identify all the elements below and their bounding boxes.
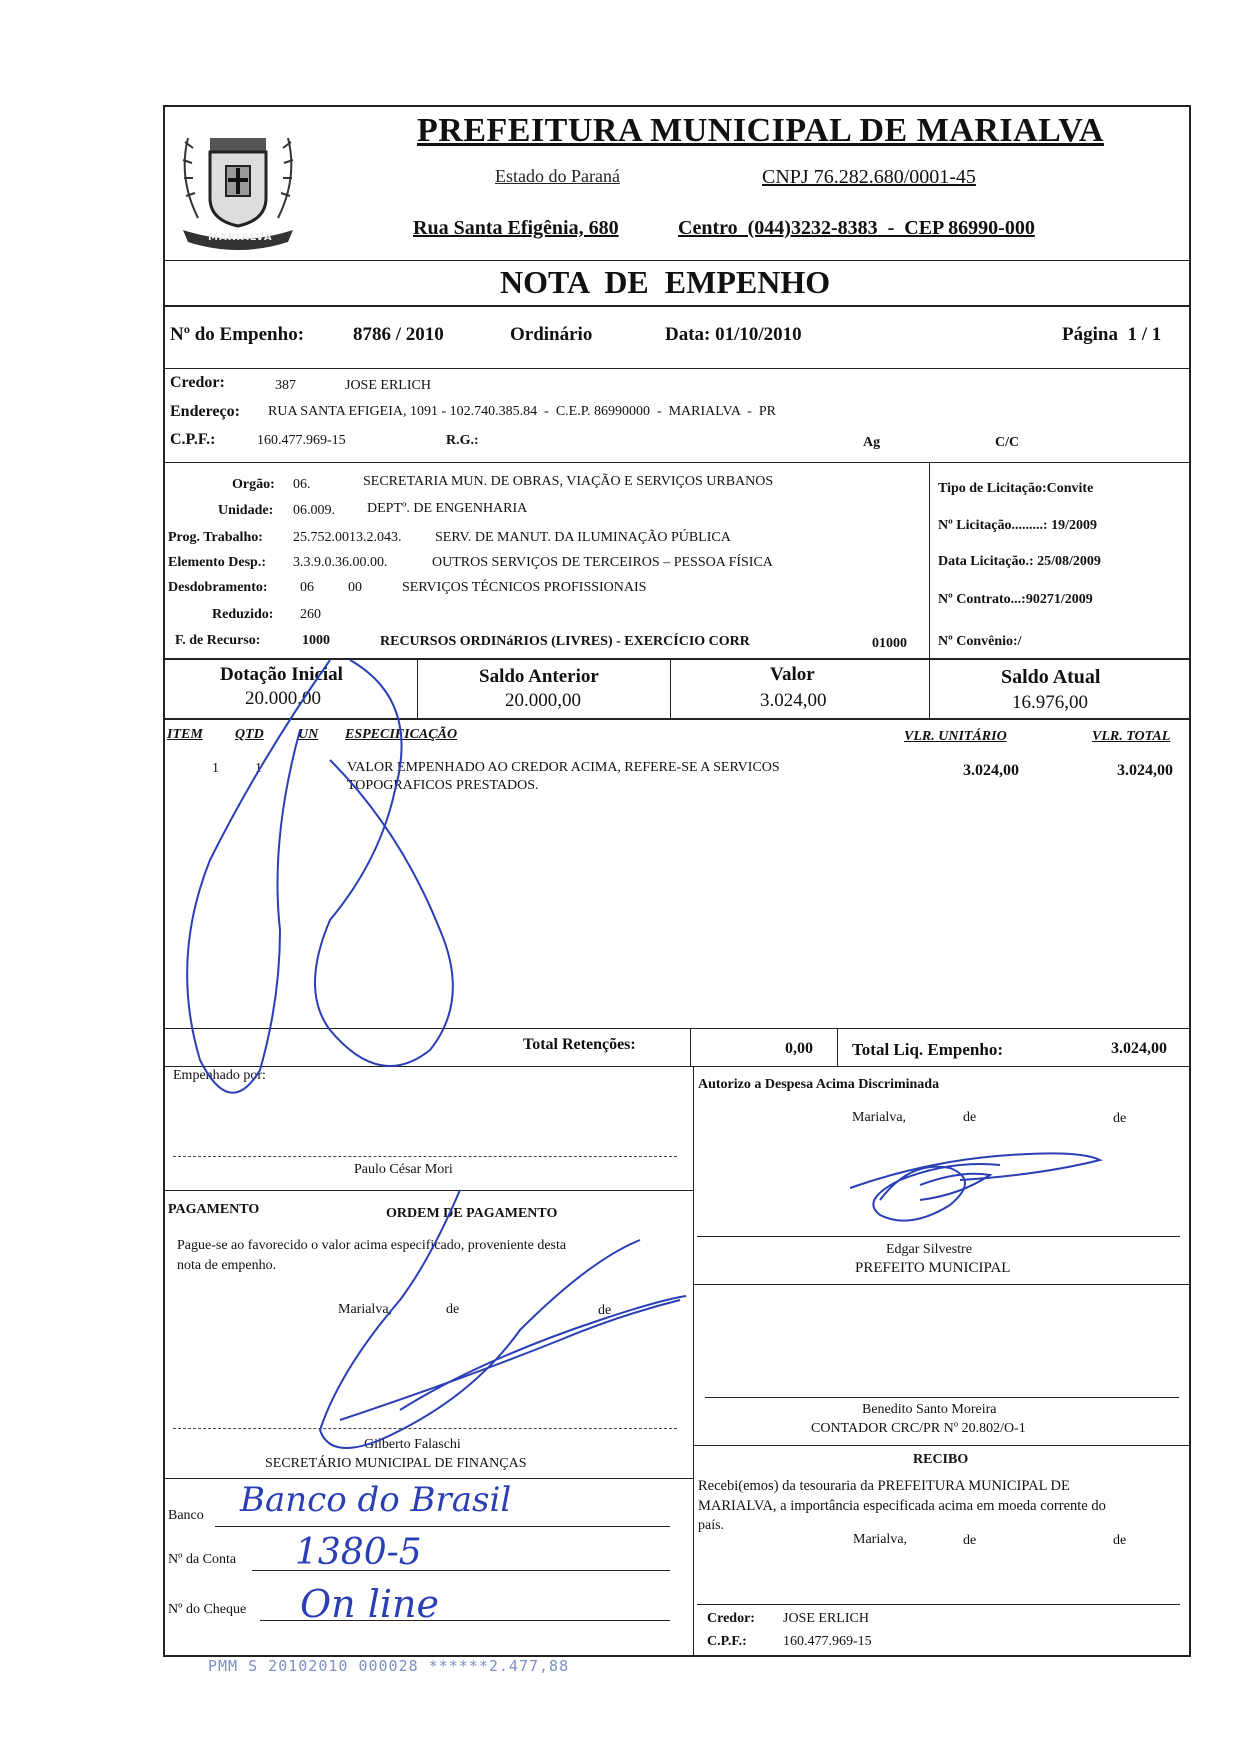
logo-ribbon-text: MARIALVA <box>208 232 273 243</box>
contador-name: Benedito Santo Moreira <box>862 1402 997 1417</box>
saldo-atual-value: 16.976,00 <box>1012 692 1088 713</box>
valor-value: 3.024,00 <box>760 690 827 711</box>
credor-address-label: Endereço: <box>170 403 240 420</box>
orgao-label: Orgão: <box>232 477 275 492</box>
dotacao-value: 20.000,00 <box>245 688 321 709</box>
pagamento-label: PAGAMENTO <box>168 1202 260 1217</box>
item-number: 1 <box>212 761 219 776</box>
recibo-title: RECIBO <box>913 1452 969 1467</box>
banco-label: Banco <box>168 1508 204 1523</box>
empenhado-por-name: Paulo César Mori <box>354 1162 453 1177</box>
recibo-line2: MARIALVA, a importância especificada acima em moeda corrente do <box>698 1498 1106 1514</box>
empenhado-por-label: Empenhado por: <box>173 1068 266 1083</box>
col-vlr-unitario: VLR. UNITÁRIO <box>904 729 1007 744</box>
prefeito-title: PREFEITO MUNICIPAL <box>855 1260 1011 1276</box>
recurso-code: 1000 <box>302 633 330 648</box>
recibo-de1: de <box>963 1533 977 1548</box>
saldo-anterior-value: 20.000,00 <box>505 690 581 711</box>
page-number: Página 1 / 1 <box>1062 324 1162 345</box>
secretario-title: SECRETÁRIO MUNICIPAL DE FINANÇAS <box>265 1456 527 1471</box>
header-address: Rua Santa Efigênia, 680 <box>413 217 619 239</box>
recibo-cpf: 160.477.969-15 <box>783 1634 872 1649</box>
col-un: UN <box>298 727 319 742</box>
desdobramento-b: 00 <box>348 580 362 595</box>
cashier-stamp: PMM S 20102010 000028 ******2.477,88 <box>208 1657 570 1675</box>
ordem-pagamento-label: ORDEM DE PAGAMENTO <box>386 1206 558 1221</box>
recurso-name: RECURSOS ORDINáRIOS (LIVRES) - EXERCÍCIO CORR <box>380 634 750 649</box>
recibo-credor-name: JOSE ERLICH <box>783 1611 869 1626</box>
col-qtd: QTD <box>235 727 264 742</box>
ordem-marialva: Marialva, <box>338 1302 393 1317</box>
conta-handwritten: 1380-5 <box>295 1532 422 1573</box>
licitacao-contrato: Nº Contrato...:90271/2009 <box>938 592 1093 607</box>
conta-label: Nº da Conta <box>168 1552 237 1567</box>
credor-code: 387 <box>275 378 296 393</box>
item-vlr-total: 3.024,00 <box>1117 762 1173 779</box>
desdobramento-label: Desdobramento: <box>168 580 268 595</box>
saldo-atual-label: Saldo Atual <box>1001 666 1101 688</box>
credor-cpf-label: C.P.F.: <box>170 431 216 448</box>
recibo-line1: Recebi(emos) da tesouraria da PREFEITURA MUNICIPAL DE <box>698 1478 1070 1494</box>
empenho-label: Nº do Empenho: <box>170 324 305 345</box>
prog-name: SERV. DE MANUT. DA ILUMINAÇÃO PÚBLICA <box>435 530 731 545</box>
recibo-cpf-label: C.P.F.: <box>707 1634 747 1649</box>
credor-name: JOSE ERLICH <box>345 378 431 393</box>
licitacao-numero: Nº Licitação.........: 19/2009 <box>938 518 1097 533</box>
contador-title: CONTADOR CRC/PR Nº 20.802/O-1 <box>811 1421 1026 1436</box>
licitacao-convenio: Nº Convênio:/ <box>938 634 1022 649</box>
page-title: PREFEITURA MUNICIPAL DE MARIALVA <box>417 112 1104 149</box>
licitacao-data: Data Licitação.: 25/08/2009 <box>938 554 1101 569</box>
empenho-type: Ordinário <box>510 324 593 345</box>
elemento-name: OUTROS SERVIÇOS DE TERCEIROS – PESSOA FÍSICA <box>432 555 773 570</box>
desdobramento-a: 06 <box>300 580 314 595</box>
elemento-code: 3.3.9.0.36.00.00. <box>293 555 388 570</box>
credor-label: Credor: <box>170 374 225 391</box>
credor-rg-label: R.G.: <box>446 433 479 448</box>
recibo-line3: país. <box>698 1518 725 1533</box>
col-especificacao: ESPECIFICAÇÃO <box>345 727 458 742</box>
item-vlr-unitario: 3.024,00 <box>963 762 1019 779</box>
cheque-label: Nº do Cheque <box>168 1602 247 1617</box>
banco-handwritten: Banco do Brasil <box>240 1480 512 1520</box>
coat-of-arms-logo <box>168 108 308 258</box>
header-address-contact: Centro (044)3232-8383 - CEP 86990-000 <box>678 217 1035 239</box>
empenho-date: Data: 01/10/2010 <box>665 324 802 345</box>
header-state: Estado do Paraná <box>495 166 620 186</box>
empenho-number: 8786 / 2010 <box>353 324 444 345</box>
autorizo-de2: de <box>1113 1111 1127 1126</box>
prog-label: Prog. Trabalho: <box>168 530 263 545</box>
autorizo-marialva: Marialva, <box>852 1110 907 1125</box>
item-qtd: 1 <box>255 761 262 776</box>
recibo-marialva: Marialva, <box>853 1532 908 1547</box>
item-especificacao-line2: TOPOGRAFICOS PRESTADOS. <box>347 778 539 793</box>
unidade-label: Unidade: <box>218 503 274 518</box>
credor-ag-label: Ag <box>863 435 881 450</box>
document-title: NOTA DE EMPENHO <box>500 264 831 300</box>
dotacao-label: Dotação Inicial <box>220 664 343 685</box>
autorizo-label: Autorizo a Despesa Acima Discriminada <box>698 1077 940 1092</box>
item-especificacao-line1: VALOR EMPENHADO AO CREDOR ACIMA, REFERE-SE A SERVICOS <box>347 760 780 775</box>
pague-se-line2: nota de empenho. <box>177 1258 277 1273</box>
recurso-label: F. de Recurso: <box>175 633 261 648</box>
credor-address: RUA SANTA EFIGEIA, 1091 - 102.740.385.84 - C.E.P. 86990000 - MARIALVA - PR <box>268 404 776 419</box>
unidade-name: DEPTº. DE ENGENHARIA <box>367 501 528 516</box>
col-item: ITEM <box>167 727 203 742</box>
total-retencoes-label: Total Retenções: <box>523 1036 636 1053</box>
unidade-code: 06.009. <box>293 503 335 518</box>
orgao-code: 06. <box>293 477 311 492</box>
header-cnpj: CNPJ 76.282.680/0001-45 <box>762 166 976 188</box>
elemento-label: Elemento Desp.: <box>168 555 266 570</box>
licitacao-tipo: Tipo de Licitação:Convite <box>938 481 1094 496</box>
orgao-name: SECRETARIA MUN. DE OBRAS, VIAÇÃO E SERVIÇOS URBANOS <box>363 474 774 489</box>
total-retencoes-value: 0,00 <box>785 1040 813 1057</box>
ordem-de2: de <box>598 1303 612 1318</box>
reduzido-value: 260 <box>300 607 321 622</box>
total-liq-label: Total Liq. Empenho: <box>852 1040 1003 1059</box>
desdobramento-name: SERVIÇOS TÉCNICOS PROFISSIONAIS <box>402 580 647 595</box>
reduzido-label: Reduzido: <box>212 607 274 622</box>
autorizo-de1: de <box>963 1110 977 1125</box>
recurso-code2: 01000 <box>872 636 907 651</box>
total-liq-value: 3.024,00 <box>1111 1040 1167 1057</box>
cheque-handwritten: On line <box>300 1582 439 1626</box>
col-vlr-total: VLR. TOTAL <box>1092 729 1171 744</box>
credor-cc-label: C/C <box>995 435 1020 450</box>
saldo-anterior-label: Saldo Anterior <box>479 666 599 687</box>
recibo-de2: de <box>1113 1533 1127 1548</box>
valor-label: Valor <box>770 664 815 685</box>
credor-cpf: 160.477.969-15 <box>257 433 346 448</box>
secretario-name: Gilberto Falaschi <box>364 1437 461 1452</box>
pague-se-line1: Pague-se ao favorecido o valor acima especificado, proveniente desta <box>177 1238 567 1253</box>
ordem-de1: de <box>446 1302 460 1317</box>
prefeito-name: Edgar Silvestre <box>886 1242 972 1257</box>
prog-code: 25.752.0013.2.043. <box>293 530 402 545</box>
recibo-credor-label: Credor: <box>707 1611 755 1626</box>
